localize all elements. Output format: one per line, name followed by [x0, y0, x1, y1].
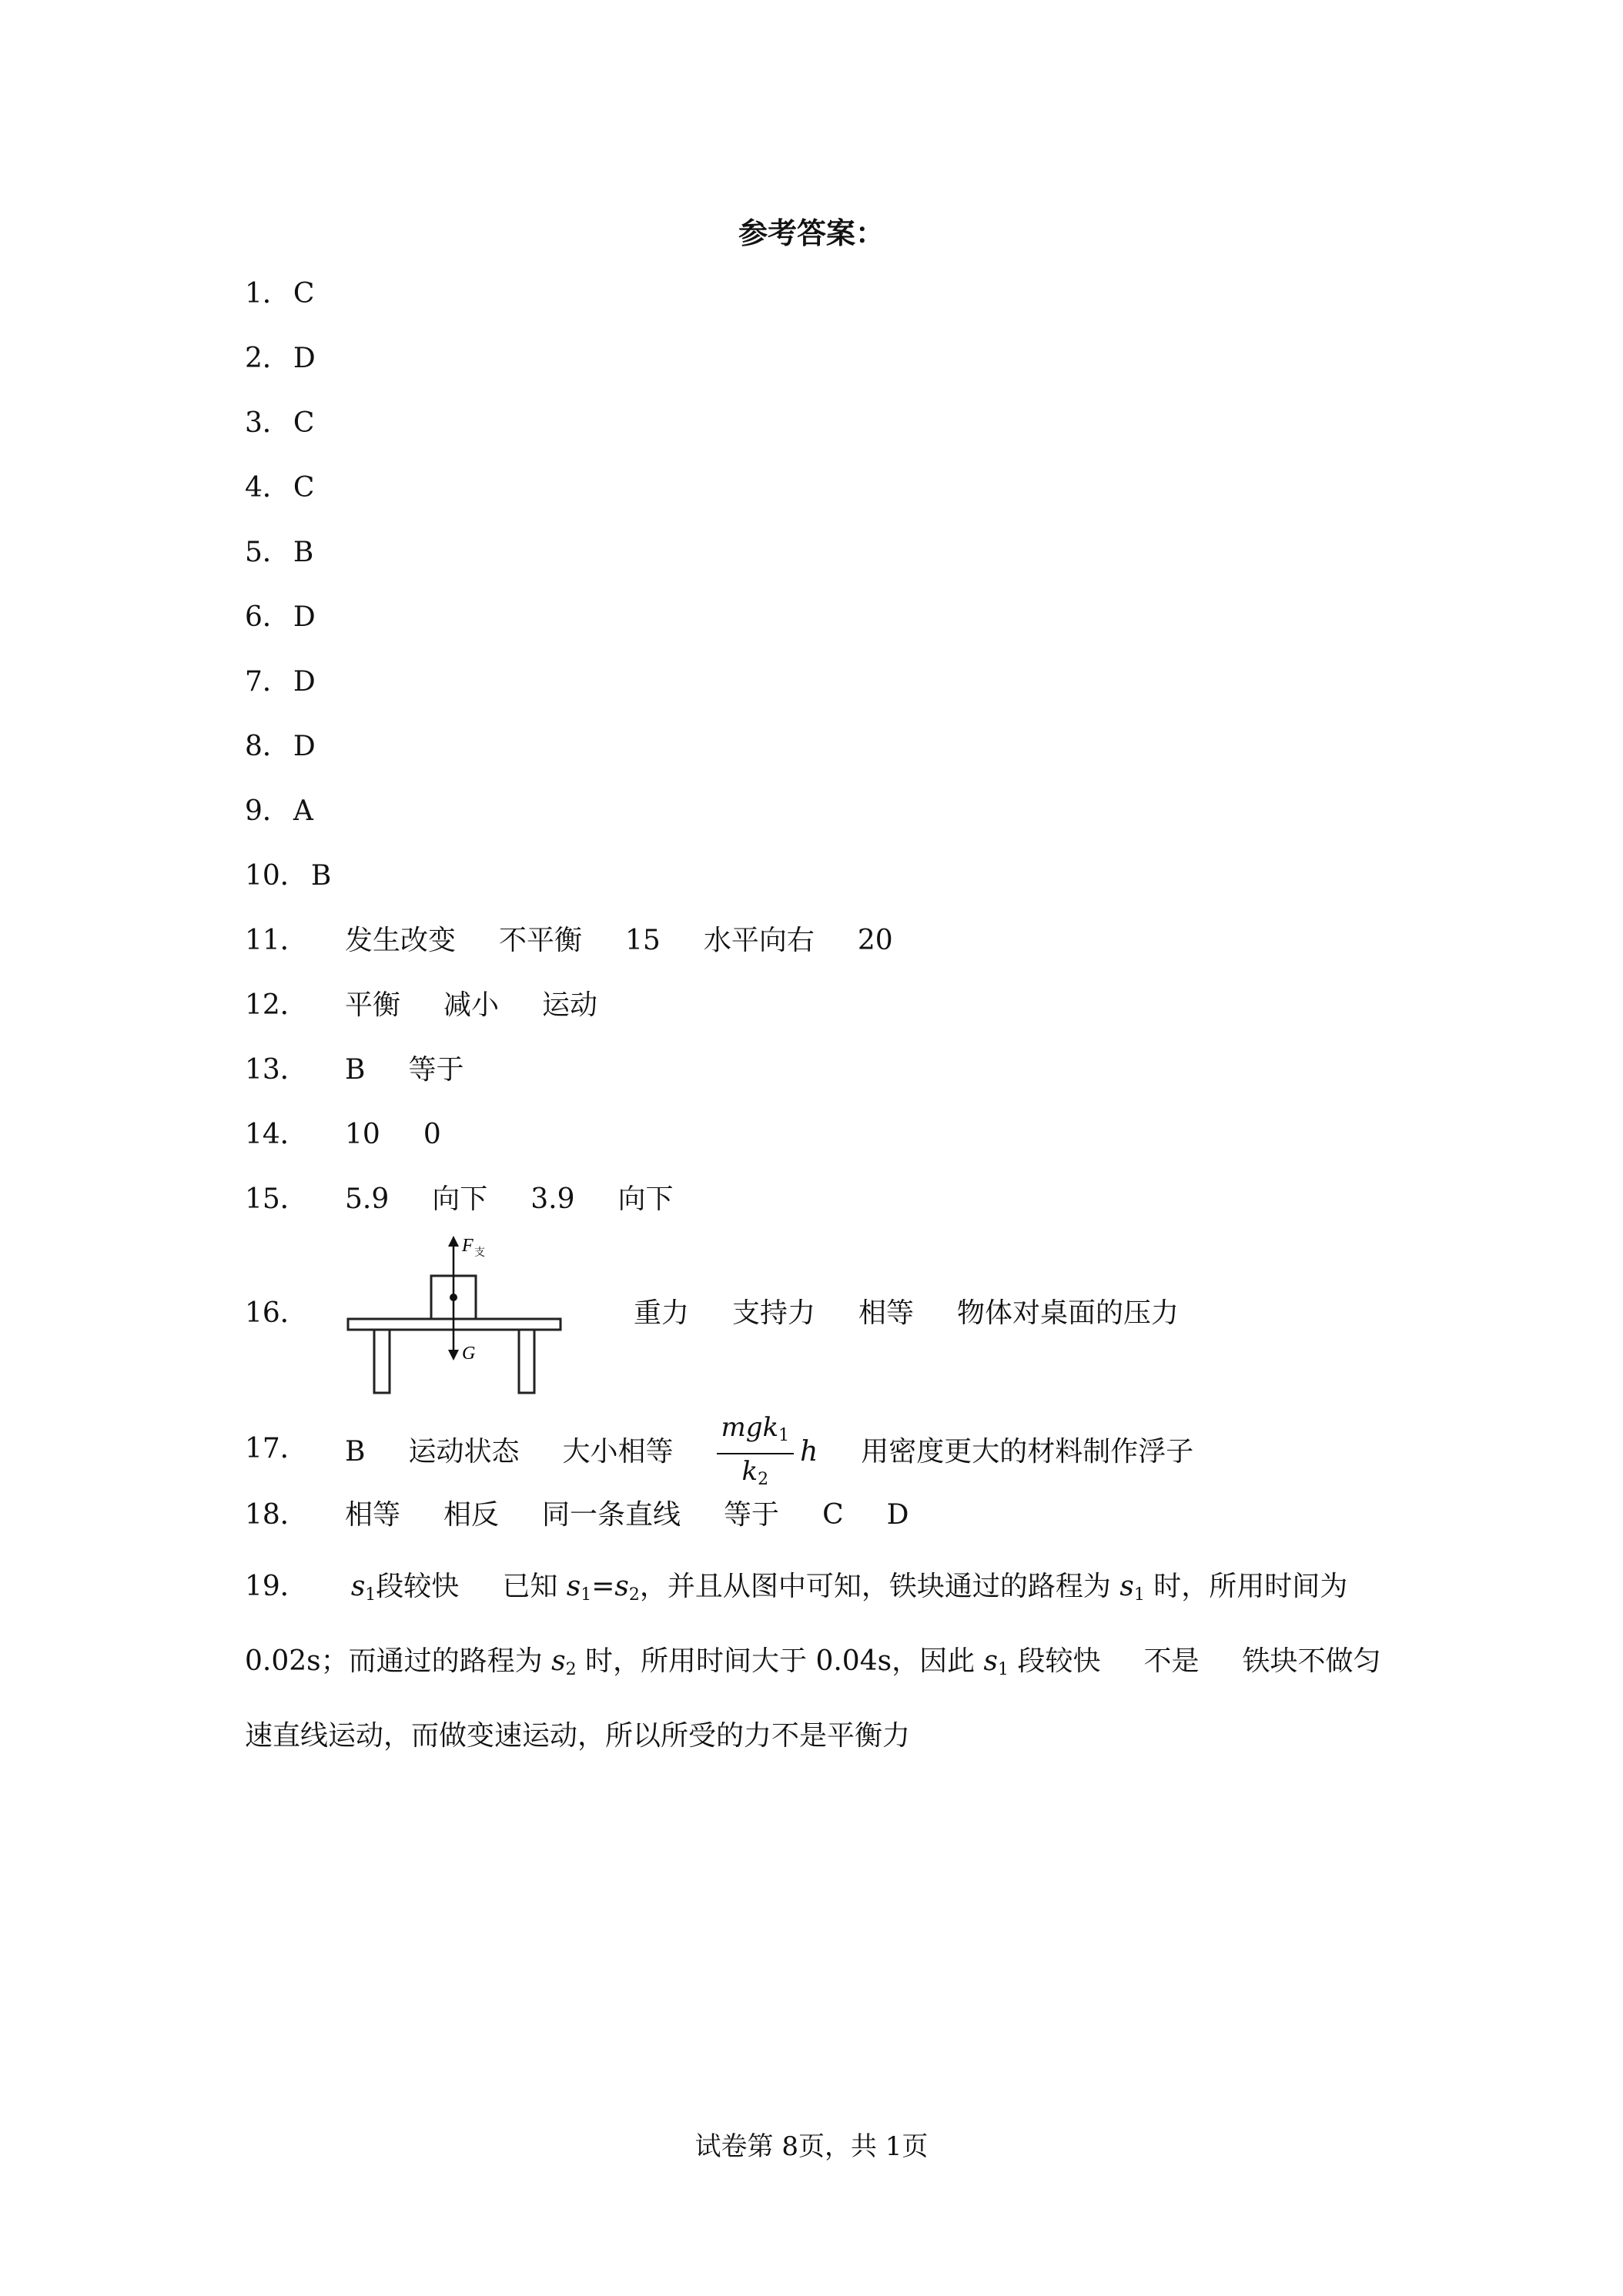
- answer-item: 不平衡: [499, 925, 583, 956]
- answer-row-13: [245, 1047, 464, 1093]
- answer-items: [345, 1492, 952, 1538]
- question-number: 5．: [245, 537, 290, 568]
- answer-item: 减小: [443, 989, 500, 1021]
- denominator-subscript: 2: [758, 1470, 769, 1489]
- answer-item: 15: [625, 925, 661, 956]
- question-number: 17．: [245, 1433, 308, 1464]
- answer-choice: D: [293, 731, 316, 762]
- var-s2: s: [614, 1571, 629, 1602]
- answer-choice: A: [293, 795, 313, 827]
- answer-row-3: [245, 400, 314, 447]
- question-number: 15．: [245, 1183, 308, 1215]
- answer-item: 20: [857, 925, 893, 956]
- question-number: 2．: [245, 343, 290, 374]
- answer-part-4: 铁块不做匀速直线运动，而做变速运动，所以所受的力不是平衡力: [245, 1645, 1381, 1752]
- support-force-arrowhead: [448, 1236, 459, 1247]
- question-number: 6．: [245, 601, 290, 633]
- table-leg-left: [374, 1330, 390, 1393]
- question-number: 7．: [245, 666, 290, 698]
- answer-item: B: [345, 1054, 366, 1086]
- fraction-numerator: [717, 1411, 795, 1454]
- answer-row-5: [245, 530, 313, 576]
- question-number: 8．: [245, 731, 290, 762]
- question-number: 3．: [245, 407, 290, 439]
- gravity-label: G: [462, 1344, 476, 1364]
- var-s1: s: [566, 1571, 581, 1602]
- answer-row-14: [245, 1112, 441, 1158]
- var-s2-sub: 2: [628, 1585, 640, 1605]
- answer-item: 5.9: [345, 1183, 390, 1215]
- support-force-subscript: 支: [474, 1247, 485, 1259]
- gravity-arrowhead: [448, 1350, 459, 1361]
- answer-row-6: [245, 594, 316, 641]
- answer-part-2d: 时，所用时间大于 0.04s，因此: [576, 1645, 984, 1677]
- answer-part-2a: 已知: [502, 1571, 567, 1602]
- answer-choice: D: [293, 601, 316, 633]
- var-s1-sub: 1: [1133, 1585, 1145, 1605]
- answer-items: [345, 1411, 1236, 1497]
- answer-row-11: [245, 918, 893, 964]
- answer-item: 3.9: [530, 1183, 575, 1215]
- answer-item: 用密度更大的材料制作浮子: [861, 1436, 1194, 1468]
- answer-item: 运动: [542, 989, 598, 1021]
- support-force-label: F: [462, 1236, 474, 1256]
- denominator-text: k: [741, 1456, 758, 1487]
- answer-items: [345, 1047, 507, 1093]
- var-s1-sub: 1: [581, 1585, 592, 1605]
- answer-part-1: 段较快: [376, 1571, 460, 1602]
- answer-item: 大小相等: [562, 1436, 674, 1468]
- answer-row-2: [245, 336, 316, 382]
- answer-row-15: [245, 1176, 674, 1223]
- answer-choice: D: [293, 343, 316, 374]
- answer-row-12: [245, 982, 598, 1029]
- answer-row-16: [245, 1236, 1180, 1364]
- fraction: [717, 1411, 795, 1497]
- question-number: 10．: [245, 860, 308, 892]
- answer-item: 相等: [345, 1499, 401, 1531]
- answer-row-1: [245, 271, 314, 317]
- force-diagram: [345, 1233, 568, 1402]
- answer-choice: C: [293, 278, 315, 310]
- answer-row-7: [245, 659, 316, 705]
- question-number: 14．: [245, 1119, 308, 1150]
- equals-sign: =: [591, 1571, 615, 1602]
- page-title: 参考答案：: [738, 216, 885, 250]
- answer-item: 相反: [443, 1499, 500, 1531]
- answer-choice: B: [293, 537, 314, 568]
- answer-part-2b: ，并且从图中可知，铁块通过的路程为: [639, 1571, 1120, 1602]
- answer-item: 物体对桌面的压力: [957, 1297, 1180, 1329]
- answer-items: [345, 918, 936, 964]
- answer-item: D: [886, 1499, 909, 1531]
- numerator-subscript: 1: [778, 1426, 790, 1445]
- question-number: 9．: [245, 795, 290, 827]
- table-leg-right: [519, 1330, 534, 1393]
- answer-row-10: [245, 853, 331, 899]
- answer-item: 重力: [634, 1297, 690, 1329]
- answer-item: 支持力: [732, 1297, 816, 1329]
- answer-item: 向下: [432, 1183, 488, 1215]
- answer-choice: D: [293, 666, 316, 698]
- answer-item: 向下: [617, 1183, 674, 1215]
- answer-items: [345, 1112, 484, 1158]
- page-footer: 试卷第 8页，共 1页: [694, 2131, 929, 2162]
- answer-row-18: [245, 1492, 909, 1538]
- answer-item: 等于: [724, 1499, 780, 1531]
- answer-item: 同一条直线: [542, 1499, 681, 1531]
- answer-choice: B: [310, 860, 332, 892]
- answer-item: 发生改变: [345, 925, 457, 956]
- var-s1: s: [350, 1571, 366, 1602]
- answer-part-3: 不是: [1143, 1645, 1200, 1677]
- numerator-text: mgk: [721, 1412, 779, 1443]
- var-s1: s: [1119, 1571, 1134, 1602]
- answer-item: 水平向右: [703, 925, 815, 956]
- question-number: 1．: [245, 278, 290, 310]
- question-number: 16．: [245, 1297, 308, 1329]
- var-s2-sub: 2: [565, 1660, 577, 1679]
- answer-items: [345, 1176, 717, 1223]
- answer-part-2e: 段较快: [1009, 1645, 1101, 1677]
- answer-item: 10: [345, 1119, 380, 1150]
- answer-choice: C: [293, 472, 315, 504]
- answer-row-9: [245, 788, 313, 835]
- formula: [717, 1411, 818, 1497]
- answer-items: [345, 982, 641, 1029]
- answer-item: 相等: [858, 1297, 915, 1329]
- answer-paragraph-19: [245, 1554, 1384, 1769]
- answer-row-8: [245, 724, 316, 770]
- var-s2: s: [551, 1645, 566, 1677]
- answer-row-4: [245, 465, 314, 511]
- answer-choice: C: [293, 407, 315, 439]
- answer-item: 等于: [408, 1054, 464, 1086]
- var-s1: s: [983, 1645, 999, 1677]
- answer-item: 0: [423, 1119, 441, 1150]
- var-s1-sub: 1: [998, 1660, 1009, 1679]
- answer-row-17: [245, 1411, 1194, 1489]
- question-number: 12．: [245, 989, 308, 1021]
- answer-items: [634, 1290, 1222, 1337]
- question-number: 4．: [245, 472, 290, 504]
- answer-item: B: [345, 1436, 366, 1468]
- answer-part-2c: 时，所用时间为 0.02s；而通过的路程为: [245, 1571, 1348, 1677]
- question-number: 19．: [245, 1571, 308, 1602]
- question-number: 13．: [245, 1054, 308, 1086]
- answer-item: 平衡: [345, 989, 401, 1021]
- formula-tail: h: [800, 1436, 818, 1468]
- answer-item: 运动状态: [408, 1436, 520, 1468]
- fraction-denominator: [717, 1454, 795, 1497]
- question-number: 18．: [245, 1499, 308, 1531]
- answer-item: C: [822, 1499, 844, 1531]
- question-number: 11．: [245, 925, 308, 956]
- var-s1-sub: 1: [365, 1585, 376, 1605]
